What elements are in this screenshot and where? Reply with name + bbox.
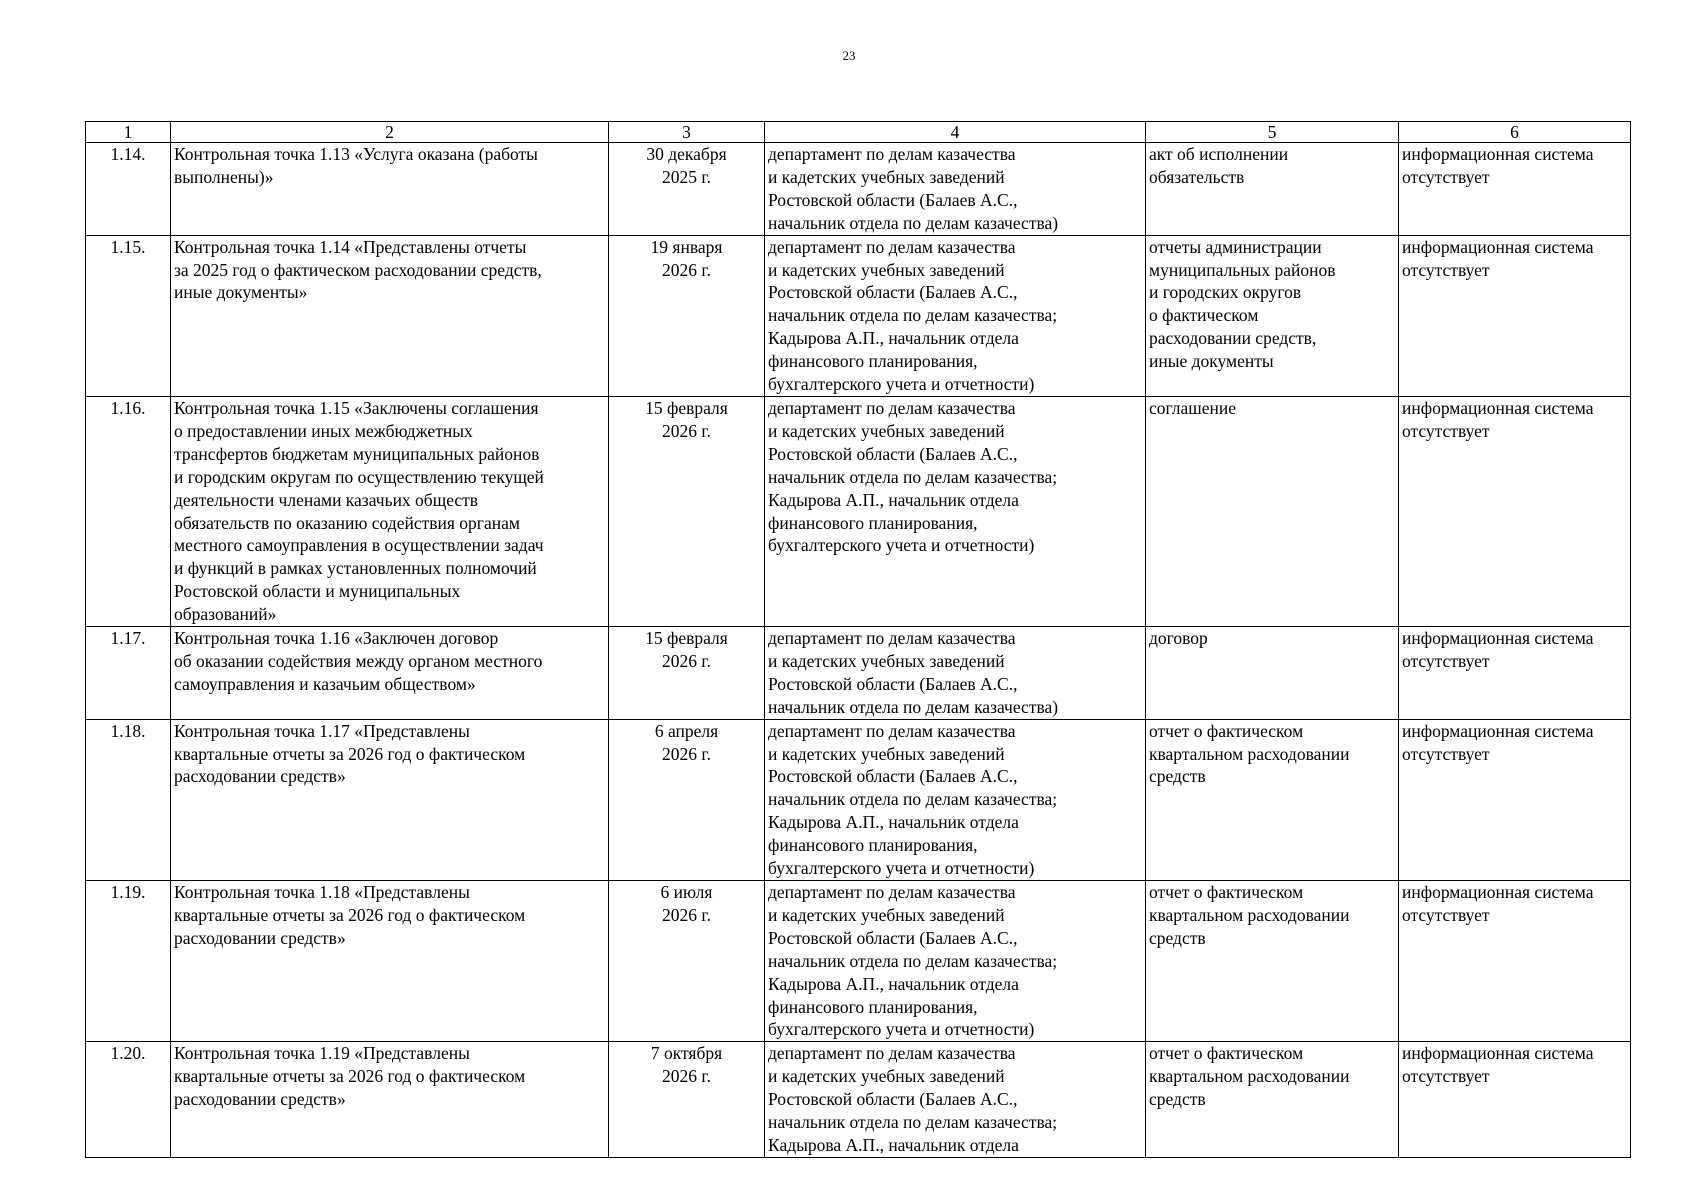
cell-line: трансфертов бюджетам муниципальных районов [174, 443, 540, 464]
cell-line: департамент по делам казачества [768, 882, 1016, 902]
cell-line: начальник отдела по делам казачества; [768, 789, 1058, 810]
column-header: 1 [86, 122, 171, 143]
cell-line: образований» [174, 604, 277, 625]
row-number-cell: 1.16. [86, 396, 171, 626]
cell-line: обязательств по оказанию содействия органам [174, 512, 520, 533]
cell-line: Кадырова А.П., начальник отдела [768, 1134, 1019, 1155]
cell-line: отсутствует [1402, 259, 1490, 280]
cell-line: Контрольная точка 1.19 «Представлены [174, 1043, 470, 1064]
cell-line: начальник отдела по делам казачества; [768, 1112, 1058, 1133]
column-numbers-row [86, 122, 1631, 143]
cell-line: и кадетских учебных заведений [768, 420, 1005, 441]
cell-line: средств [1149, 766, 1206, 787]
responsible-cell [765, 143, 1146, 236]
info-system-cell [1399, 881, 1631, 1042]
cell-line: отсутствует [1402, 743, 1490, 764]
table-row [86, 1042, 1631, 1158]
deadline-cell [609, 719, 765, 880]
cell-line: Ростовской области (Балаев А.С., [768, 443, 1018, 464]
responsible-cell [765, 719, 1146, 880]
cell-line: Кадырова А.П., начальник отдела [768, 812, 1019, 833]
cell-line: соглашение [1149, 397, 1237, 418]
event-cell [171, 143, 609, 236]
cell-line: Ростовской области (Балаев А.С., [768, 766, 1018, 787]
cell-line: начальник отдела по делам казачества; [768, 305, 1058, 326]
cell-line: 2026 г. [662, 650, 711, 671]
cell-line: Контрольная точка 1.13 «Услуга оказана (работы [174, 144, 538, 164]
cell-line: 15 февраля [645, 397, 728, 418]
event-cell [171, 1042, 609, 1158]
cell-line: Контрольная точка 1.15 «Заключены соглашения [174, 397, 539, 418]
cell-line: и городских округов [1149, 282, 1302, 303]
row-number-cell: 1.17. [86, 627, 171, 720]
cell-line: бухгалтерского учета и отчетности) [768, 535, 1035, 556]
cell-line: информационная система [1402, 236, 1594, 257]
cell-line: и кадетских учебных заведений [768, 743, 1005, 764]
cell-line: отсутствует [1402, 650, 1490, 671]
responsible-cell [765, 627, 1146, 720]
cell-line: департамент по делам казачества [768, 1043, 1016, 1064]
cell-line: квартальные отчеты за 2026 год о фактическом [174, 1066, 526, 1087]
info-system-cell [1399, 143, 1631, 236]
cell-line: расходовании средств» [174, 766, 346, 787]
cell-line: расходовании средств» [174, 1089, 346, 1110]
cell-line: Ростовской области и муниципальных [174, 581, 461, 602]
cell-line: Ростовской области (Балаев А.С., [768, 282, 1018, 303]
table-row [86, 396, 1631, 626]
cell-line: Контрольная точка 1.16 «Заключен договор [174, 628, 499, 649]
cell-line: 6 июля [660, 882, 713, 902]
cell-line: о фактическом [1149, 305, 1259, 326]
cell-line: Кадырова А.П., начальник отдела [768, 328, 1019, 349]
cell-line: и городским округам по осуществлению текущей [174, 466, 544, 487]
cell-line: информационная система [1402, 628, 1594, 649]
cell-line: департамент по делам казачества [768, 236, 1016, 257]
cell-line: квартальные отчеты за 2026 год о фактическом [174, 743, 526, 764]
document-cell [1146, 1042, 1399, 1158]
cell-line: департамент по делам казачества [768, 144, 1016, 164]
cell-line: и кадетских учебных заведений [768, 1066, 1005, 1087]
cell-line: 2026 г. [662, 1066, 711, 1087]
cell-line: и кадетских учебных заведений [768, 259, 1005, 280]
cell-line: за 2025 год о фактическом расходовании средств, [174, 259, 542, 280]
cell-line: Контрольная точка 1.17 «Представлены [174, 720, 470, 741]
deadline-cell [609, 881, 765, 1042]
column-header: 6 [1399, 122, 1631, 143]
cell-line: расходовании средств, [1149, 328, 1317, 349]
table-row [86, 143, 1631, 236]
cell-line: иные документы [1149, 351, 1274, 372]
cell-line: Контрольная точка 1.18 «Представлены [174, 882, 470, 902]
document-cell [1146, 143, 1399, 236]
cell-line: и кадетских учебных заведений [768, 904, 1005, 925]
cell-line: и кадетских учебных заведений [768, 650, 1005, 671]
row-number-cell: 1.20. [86, 1042, 171, 1158]
event-cell [171, 627, 609, 720]
cell-line: обязательств [1149, 166, 1245, 187]
cell-line: бухгалтерского учета и отчетности) [768, 1019, 1035, 1040]
cell-line: отчет о фактическом [1149, 882, 1304, 902]
cell-line: информационная система [1402, 397, 1594, 418]
cell-line: выполнены)» [174, 166, 274, 187]
cell-line: квартальном расходовании [1149, 1066, 1350, 1087]
cell-line: о предоставлении иных межбюджетных [174, 420, 473, 441]
row-number-cell: 1.19. [86, 881, 171, 1042]
document-cell [1146, 881, 1399, 1042]
table-row [86, 719, 1631, 880]
deadline-cell [609, 396, 765, 626]
cell-line: 2026 г. [662, 743, 711, 764]
cell-line: отсутствует [1402, 420, 1490, 441]
cell-line: 15 февраля [645, 628, 728, 649]
control-points-table [85, 121, 1631, 1158]
column-header: 5 [1146, 122, 1399, 143]
cell-line: отчет о фактическом [1149, 720, 1304, 741]
cell-line: отчет о фактическом [1149, 1043, 1304, 1064]
cell-line: Контрольная точка 1.14 «Представлены отчеты [174, 236, 527, 257]
cell-line: местного самоуправления в осуществлении задач [174, 535, 544, 556]
cell-line: департамент по делам казачества [768, 720, 1016, 741]
event-cell [171, 396, 609, 626]
deadline-cell [609, 1042, 765, 1158]
cell-line: об оказании содействия между органом местного [174, 650, 543, 671]
cell-line: Ростовской области (Балаев А.С., [768, 927, 1018, 948]
cell-line: средств [1149, 1089, 1206, 1110]
cell-line: Кадырова А.П., начальник отдела [768, 489, 1019, 510]
cell-line: финансового планирования, [768, 512, 978, 533]
table-row [86, 235, 1631, 396]
document-cell [1146, 235, 1399, 396]
cell-line: начальник отдела по делам казачества) [768, 696, 1059, 717]
cell-line: квартальном расходовании [1149, 743, 1350, 764]
info-system-cell [1399, 627, 1631, 720]
responsible-cell [765, 881, 1146, 1042]
table-header [86, 122, 1631, 143]
cell-line: начальник отдела по делам казачества; [768, 950, 1058, 971]
cell-line: 19 января [650, 236, 723, 257]
cell-line: квартальные отчеты за 2026 год о фактическом [174, 904, 526, 925]
cell-line: 7 октября [650, 1043, 723, 1064]
row-number-cell: 1.15. [86, 235, 171, 396]
event-cell [171, 235, 609, 396]
cell-line: финансового планирования, [768, 835, 978, 856]
deadline-cell [609, 235, 765, 396]
deadline-cell [609, 143, 765, 236]
document-cell [1146, 627, 1399, 720]
cell-line: информационная система [1402, 144, 1594, 164]
cell-line: акт об исполнении [1149, 144, 1289, 164]
page-number: 23 [842, 48, 856, 63]
cell-line: Ростовской области (Балаев А.С., [768, 1089, 1018, 1110]
column-header: 4 [765, 122, 1146, 143]
cell-line: информационная система [1402, 720, 1594, 741]
cell-line: 2026 г. [662, 904, 711, 925]
info-system-cell [1399, 396, 1631, 626]
cell-line: квартальном расходовании [1149, 904, 1350, 925]
column-header: 2 [171, 122, 609, 143]
cell-line: деятельности членами казачьих обществ [174, 489, 479, 510]
cell-line: отсутствует [1402, 166, 1490, 187]
cell-line: начальник отдела по делам казачества; [768, 466, 1058, 487]
cell-line: бухгалтерского учета и отчетности) [768, 858, 1035, 879]
info-system-cell [1399, 719, 1631, 880]
document-cell [1146, 396, 1399, 626]
cell-line: начальник отдела по делам казачества) [768, 212, 1059, 233]
cell-line: муниципальных районов [1149, 259, 1336, 280]
cell-line: Ростовской области (Балаев А.С., [768, 673, 1018, 694]
responsible-cell [765, 235, 1146, 396]
cell-line: 2025 г. [662, 166, 711, 187]
cell-line: отсутствует [1402, 904, 1490, 925]
cell-line: расходовании средств» [174, 927, 346, 948]
table-row [86, 627, 1631, 720]
cell-line: 2026 г. [662, 420, 711, 441]
cell-line: 2026 г. [662, 259, 711, 280]
column-header: 3 [609, 122, 765, 143]
cell-line: информационная система [1402, 882, 1594, 902]
cell-line: Ростовской области (Балаев А.С., [768, 189, 1018, 210]
info-system-cell [1399, 235, 1631, 396]
table-body [86, 143, 1631, 1158]
document-cell [1146, 719, 1399, 880]
cell-line: бухгалтерского учета и отчетности) [768, 374, 1035, 395]
cell-line: и кадетских учебных заведений [768, 166, 1005, 187]
cell-line: и функций в рамках установленных полномочий [174, 558, 537, 579]
cell-line: 30 декабря [646, 144, 727, 164]
event-cell [171, 881, 609, 1042]
cell-line: отчеты администрации [1149, 236, 1322, 257]
cell-line: департамент по делам казачества [768, 628, 1016, 649]
cell-line: Кадырова А.П., начальник отдела [768, 973, 1019, 994]
cell-line: отсутствует [1402, 1066, 1490, 1087]
cell-line: 6 апреля [654, 720, 719, 741]
responsible-cell [765, 396, 1146, 626]
info-system-cell [1399, 1042, 1631, 1158]
event-cell [171, 719, 609, 880]
cell-line: финансового планирования, [768, 996, 978, 1017]
cell-line: самоуправления и казачьим обществом» [174, 673, 476, 694]
cell-line: информационная система [1402, 1043, 1594, 1064]
row-number-cell: 1.14. [86, 143, 171, 236]
cell-line: договор [1149, 628, 1208, 649]
cell-line: финансового планирования, [768, 351, 978, 372]
cell-line: средств [1149, 927, 1206, 948]
table-row [86, 881, 1631, 1042]
cell-line: иные документы» [174, 282, 308, 303]
responsible-cell [765, 1042, 1146, 1158]
row-number-cell: 1.18. [86, 719, 171, 880]
cell-line: департамент по делам казачества [768, 397, 1016, 418]
deadline-cell [609, 627, 765, 720]
